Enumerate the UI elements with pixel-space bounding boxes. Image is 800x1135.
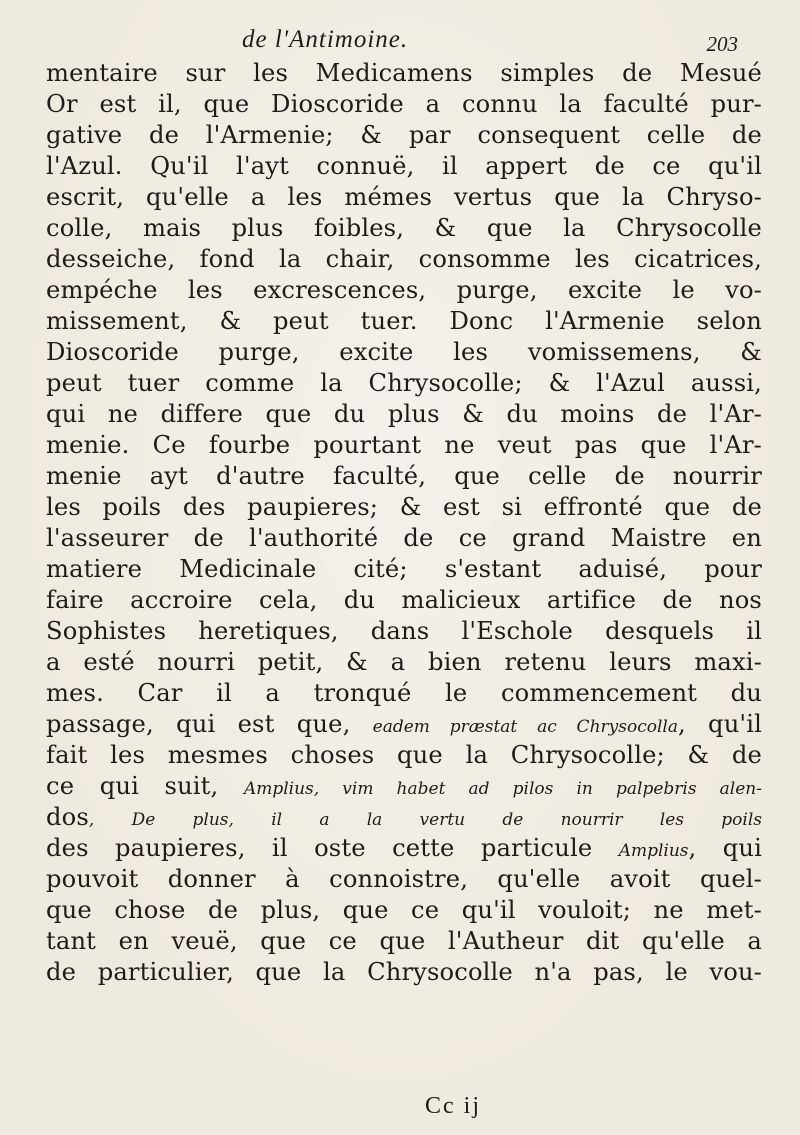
text-segment: l'asseurer de l'authorité de ce grand Maistre en	[46, 524, 762, 552]
text-line	[46, 833, 762, 864]
latin-quotation: eadem præstat ac Chrysocolla	[372, 717, 678, 737]
text-segment: des paupieres, il oste cette particule	[46, 834, 619, 862]
text-line	[46, 957, 762, 988]
text-segment: que chose de plus, que ce qu'il vouloit; ne met-	[46, 896, 762, 924]
text-segment: a esté nourri petit, & a bien retenu leurs maxi-	[46, 648, 762, 676]
text-segment: passage, qui est que,	[46, 710, 373, 738]
text-segment: desseiche, fond la chair, consomme les cicatrices,	[46, 245, 762, 273]
text-line	[46, 585, 762, 616]
text-line	[46, 306, 762, 337]
text-segment: menie. Ce fourbe pourtant ne veut pas que l'Ar-	[46, 431, 762, 459]
text-line	[46, 244, 762, 275]
text-segment: , qui	[688, 834, 762, 862]
text-line	[46, 616, 762, 647]
text-line	[46, 740, 762, 771]
text-line	[46, 647, 762, 678]
text-segment: matiere Medicinale cité; s'estant aduisé, pour	[46, 555, 762, 583]
latin-quotation: , De plus, il a la vertu de nourrir les poils	[88, 810, 762, 830]
text-line	[46, 368, 762, 399]
body-text	[46, 58, 762, 988]
text-line	[46, 895, 762, 926]
text-line	[46, 554, 762, 585]
page-number: 203	[706, 32, 738, 56]
text-segment: peut tuer comme la Chrysocolle; & l'Azul aussi,	[46, 369, 762, 397]
text-segment: de particulier, que la Chrysocolle n'a pas, le vou-	[46, 958, 762, 986]
text-line	[46, 864, 762, 895]
text-segment: colle, mais plus foibles, & que la Chrysocolle	[46, 214, 762, 242]
text-line	[46, 120, 762, 151]
text-line	[46, 523, 762, 554]
latin-quotation: Amplius, vim habet ad pilos in palpebris alen-	[243, 779, 762, 799]
text-segment: tant en veuë, que ce que l'Autheur dit qu'elle a	[46, 927, 762, 955]
text-line	[46, 771, 762, 802]
text-segment: , qu'il	[677, 710, 762, 738]
text-line	[46, 461, 762, 492]
text-line	[46, 89, 762, 120]
page-header	[0, 16, 800, 56]
signature-mark: Cc ij	[425, 1093, 481, 1119]
text-segment: Or est il, que Dioscoride a connu la faculté pur-	[46, 90, 762, 118]
text-segment: l'Azul. Qu'il l'ayt connuë, il appert de ce qu'il	[46, 152, 762, 180]
text-line	[46, 275, 762, 306]
text-segment: empéche les excrescences, purge, excite le vo-	[46, 276, 762, 304]
text-segment: dos	[46, 803, 89, 831]
text-segment: pouvoit donner à connoistre, qu'elle avoit quel-	[46, 865, 762, 893]
text-line	[46, 213, 762, 244]
text-segment: Dioscoride purge, excite les vomissemens, &	[46, 338, 762, 366]
text-line	[46, 802, 762, 833]
text-segment: ce qui suit,	[46, 772, 244, 800]
text-line	[46, 709, 762, 740]
text-line	[46, 492, 762, 523]
text-line	[46, 337, 762, 368]
text-segment: mes. Car il a tronqué le commencement du	[46, 679, 762, 707]
text-segment: faire accroire cela, du malicieux artifice de nos	[46, 586, 762, 614]
text-segment: missement, & peut tuer. Donc l'Armenie selon	[46, 307, 762, 335]
text-line	[46, 399, 762, 430]
text-line	[46, 678, 762, 709]
text-segment: menie ayt d'autre faculté, que celle de nourrir	[46, 462, 762, 490]
latin-quotation: Amplius	[618, 841, 689, 861]
text-segment: les poils des paupieres; & est si effronté que de	[46, 493, 762, 521]
text-line	[46, 151, 762, 182]
text-segment: mentaire sur les Medicamens simples de Mesué	[46, 59, 762, 87]
text-segment: fait les mesmes choses que la Chrysocolle; & de	[46, 741, 762, 769]
text-segment: gative de l'Armenie; & par consequent celle de	[46, 121, 762, 149]
text-line	[46, 430, 762, 461]
text-line	[46, 182, 762, 213]
text-segment: qui ne differe que du plus & du moins de l'Ar-	[46, 400, 762, 428]
text-line	[46, 58, 762, 89]
running-head: de l'Antimoine.	[242, 26, 409, 53]
text-segment: escrit, qu'elle a les mémes vertus que la Chryso-	[46, 183, 762, 211]
text-line	[46, 926, 762, 957]
text-segment: Sophistes heretiques, dans l'Eschole desquels il	[46, 617, 762, 645]
